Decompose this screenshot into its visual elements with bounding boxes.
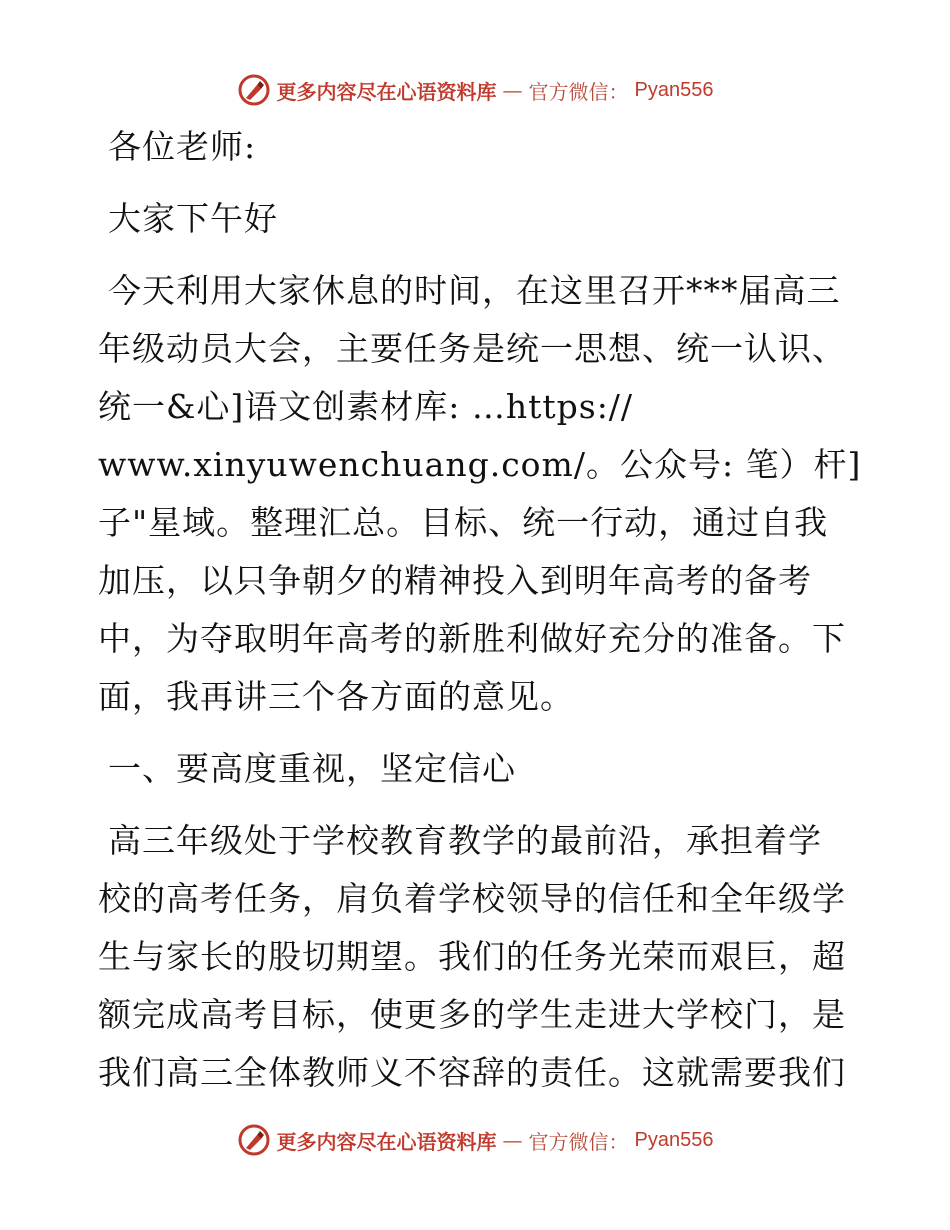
paragraph-2 [98, 812, 858, 1102]
paragraph-line: 统一&心]语文创素材库: …https:// [98, 387, 634, 426]
paragraph-line: 生与家长的股切期望。我们的任务光荣而艰巨，超 [98, 937, 846, 976]
paragraph-line: 面，我再讲三个各方面的意见。 [98, 677, 574, 716]
banner-main-text: 更多内容尽在心语资料库 [276, 79, 497, 104]
banner-official-label: 官方微信： [528, 1129, 629, 1154]
pen-nib-logo-icon [237, 1123, 271, 1157]
section-title: 一、要高度重视，坚定信心 [108, 749, 516, 788]
banner-account-id: Pyan556 [634, 1128, 714, 1151]
header-banner [237, 73, 714, 107]
paragraph-line: 子"星域。整理汇总。目标、统一行动，通过自我 [98, 503, 829, 542]
paragraph-line: 高三年级处于学校教育教学的最前沿，承担着学 [108, 821, 822, 860]
page-header [0, 70, 950, 110]
salutation: 各位老师: [108, 127, 257, 166]
paragraph-line: 我们高三全体教师义不容辞的责任。这就需要我们 [98, 1053, 846, 1092]
paragraph-line: 校的高考任务，肩负着学校领导的信任和全年级学 [98, 879, 846, 918]
banner-separator: — [502, 1128, 523, 1152]
paragraph-1 [98, 262, 862, 726]
page-footer [0, 1120, 950, 1160]
paragraph-line: 今天利用大家休息的时间，在这里召开***届高三 [108, 271, 841, 310]
paragraph-line: 年级动员大会，主要任务是统一思想、统一认识、 [98, 329, 846, 368]
paragraph-line: 额完成高考目标，使更多的学生走进大学校门，是 [98, 995, 846, 1034]
banner-main-text: 更多内容尽在心语资料库 [276, 1129, 497, 1154]
paragraph-line: 中，为夺取明年高考的新胜利做好充分的准备。下 [98, 619, 846, 658]
paragraph-line: 加压，以只争朝夕的精神投入到明年高考的备考 [98, 561, 812, 600]
greeting: 大家下午好 [108, 199, 278, 238]
banner-separator: — [502, 78, 523, 102]
banner-official-label: 官方微信： [528, 79, 629, 104]
document-body [98, 118, 862, 1102]
banner-account-id: Pyan556 [634, 78, 714, 101]
footer-banner [237, 1123, 714, 1157]
pen-nib-logo-icon [237, 73, 271, 107]
paragraph-line: www.xinyuwenchuang.com/。公众号: 笔）杆] [98, 445, 862, 484]
